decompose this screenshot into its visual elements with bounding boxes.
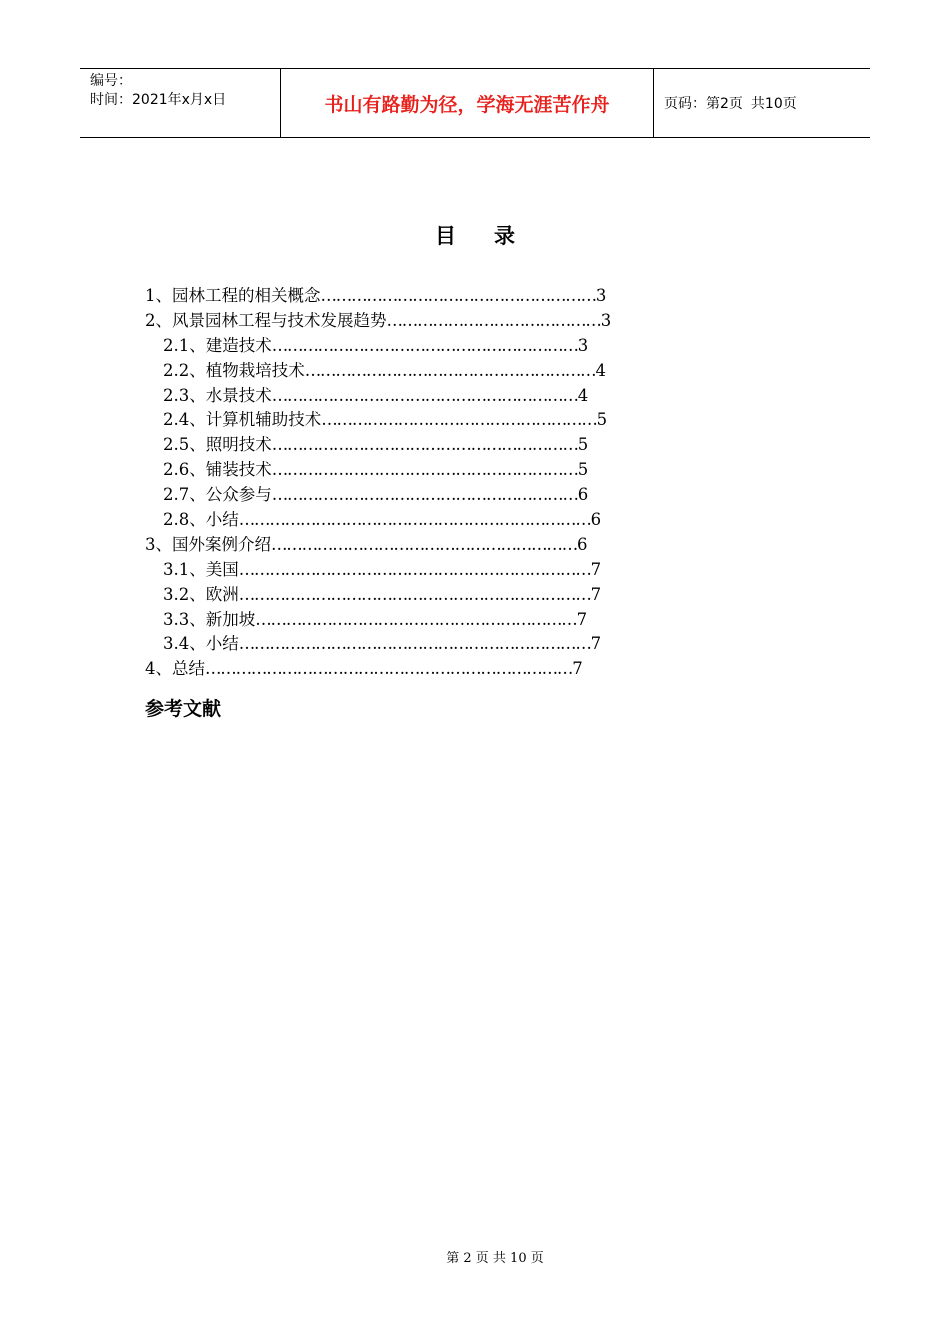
toc-entry-text: 3.3、新加坡 xyxy=(163,609,256,629)
toc-entry-text: 2.5、照明技术 xyxy=(163,435,272,455)
toc-entry-leader: …………………………………………………………… xyxy=(238,559,591,579)
toc-entry-text: 2.8、小结 xyxy=(163,510,239,530)
toc-entry[interactable] xyxy=(145,284,745,309)
toc-entry-text: 3、国外案例介绍 xyxy=(145,534,271,554)
toc-entry[interactable] xyxy=(145,309,745,334)
toc-entry-text: 2、风景园林工程与技术发展趋势 xyxy=(145,310,387,330)
toc-entry-page: 7 xyxy=(590,584,602,604)
header-motto: 书山有路勤为径，学海无涯苦作舟 xyxy=(281,69,654,137)
toc-entry-text: 1、园林工程的相关概念 xyxy=(145,286,321,305)
toc-entry-page: 7 xyxy=(576,609,588,629)
toc-entry-page: 7 xyxy=(572,659,583,679)
toc-entry[interactable] xyxy=(145,433,745,458)
toc-entry-leader: …………………………………………………… xyxy=(271,435,578,455)
toc-entry-page: 4 xyxy=(595,360,606,380)
toc-entry-page: 4 xyxy=(577,385,589,405)
toc-entry-leader: …………………………………………………………… xyxy=(238,510,591,530)
toc-entry-text: 2.3、水景技术 xyxy=(163,385,272,405)
toc-entry-page: 6 xyxy=(590,510,602,530)
toc-entry-page: 3 xyxy=(595,286,607,305)
header-total-label: 共10页 xyxy=(750,96,797,112)
toc-entry-leader: …………………………………………………… xyxy=(271,385,578,405)
page-footer: 第 2 页 共 10 页 xyxy=(446,1251,544,1266)
toc-entry-text: 2.1、建造技术 xyxy=(163,335,272,355)
toc-entry-leader: ……………………………………………… xyxy=(320,286,596,305)
toc-entry-text: 2.2、植物栽培技术 xyxy=(163,360,305,380)
header-page-label: 页码：第2页 xyxy=(664,96,743,112)
toc-entry-page: 5 xyxy=(577,435,589,455)
toc-entry-page: 6 xyxy=(577,485,589,505)
toc-entry[interactable] xyxy=(145,583,745,608)
toc-entry-leader: …………………………………………………… xyxy=(271,460,578,480)
toc-entry-leader: …………………………………………………… xyxy=(271,534,578,554)
toc-entry-text: 3.2、欧洲 xyxy=(163,584,239,604)
toc-entry-page: 3 xyxy=(577,335,589,355)
toc-entry-leader: …………………………………………………………… xyxy=(238,634,591,654)
toc-entry-page: 3 xyxy=(600,310,612,330)
toc-entry-leader: …………………………………………………… xyxy=(271,485,578,505)
toc-entry-text: 3.4、小结 xyxy=(163,634,239,654)
toc-entry[interactable] xyxy=(145,558,745,583)
toc-entry-page: 7 xyxy=(590,559,602,579)
toc-entry-page: 7 xyxy=(590,634,602,654)
toc-entry-page: 5 xyxy=(577,460,589,480)
references-heading: 参考文献 xyxy=(145,698,222,720)
toc-entry[interactable] xyxy=(145,508,745,533)
header-time-label: 时间：2021年x月x日 xyxy=(90,92,227,108)
toc-entry[interactable] xyxy=(145,359,745,384)
toc-entry-leader: ……………………………………………………… xyxy=(255,609,577,629)
toc-entry-leader: ………………………………………………… xyxy=(304,360,596,380)
toc-title xyxy=(0,220,950,250)
toc-entry[interactable] xyxy=(145,458,745,483)
toc-entry[interactable] xyxy=(145,384,745,409)
toc-entry-leader: ……………………………………………………………… xyxy=(205,659,573,679)
toc-entry-page: 6 xyxy=(577,534,588,554)
toc-entry[interactable] xyxy=(145,657,745,682)
toc-entry-leader: ……………………………………………… xyxy=(321,410,597,430)
page-header xyxy=(80,68,870,138)
toc-title-left: 目 xyxy=(435,224,456,248)
toc-entry[interactable] xyxy=(145,608,745,633)
toc-title-right: 录 xyxy=(494,224,515,248)
toc-entry-page: 5 xyxy=(596,410,608,430)
toc-entry[interactable] xyxy=(145,408,745,433)
toc-entry[interactable] xyxy=(145,632,745,657)
toc-entry-text: 2.4、计算机辅助技术 xyxy=(163,410,322,430)
table-of-contents xyxy=(145,284,745,682)
header-page-cell xyxy=(654,69,870,137)
toc-entry-text: 3.1、美国 xyxy=(163,559,239,579)
toc-entry-leader: …………………………………… xyxy=(386,310,601,330)
toc-entry-text: 2.7、公众参与 xyxy=(163,485,272,505)
toc-entry[interactable] xyxy=(145,533,745,558)
header-meta-cell xyxy=(80,69,281,137)
toc-entry-text: 2.6、铺装技术 xyxy=(163,460,272,480)
toc-entry-leader: …………………………………………………………… xyxy=(238,584,591,604)
toc-entry-text: 4、总结 xyxy=(145,659,205,679)
header-number-label: 编号： xyxy=(90,73,132,89)
toc-entry[interactable] xyxy=(145,483,745,508)
toc-entry[interactable] xyxy=(145,334,745,359)
toc-entry-leader: …………………………………………………… xyxy=(271,335,578,355)
